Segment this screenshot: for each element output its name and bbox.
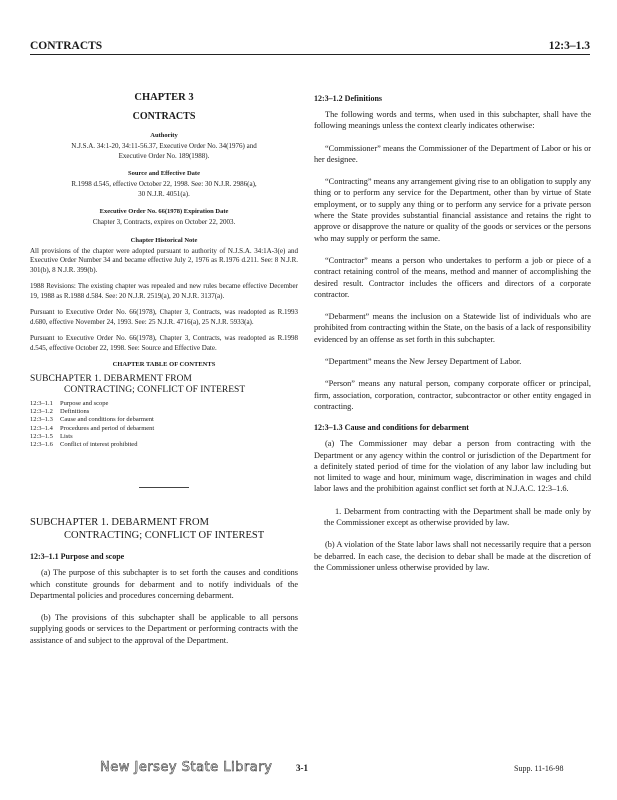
page-number: 3-1 [296,763,308,773]
toc-number: 12:3–1.1 [30,400,53,407]
history-notes [30,247,298,354]
purpose-paragraph-b: (b) The provisions of this subchapter shall be applicable to all persons supplying goods or services to the Department or performing contracts with the assistance of and subject to the approval of the Department. [30,613,298,645]
toc-entry[interactable] [30,408,298,416]
source-text: R.1998 d.545, effective October 22, 1998. See: 30 N.J.R. 2986(a), 30 N.J.R. 4051(a). [71,180,257,198]
debarment-paragraph-a: (a) The Commissioner may debar a person from contracting with the Department or any agency within the control or jurisdiction of the Department for a definitely stated period of time for the violation of any labor law including but not limited to wage and hour, minimum wage, discrimination in wages and child labor laws and the prohibition against conflict set forth at N.J.A.C. 12:3–1.6. [314,439,591,494]
toc-entry[interactable] [30,400,298,408]
right-column [314,74,591,584]
history-paragraph: Pursuant to Executive Order No. 66(1978), Chapter 3, Contracts, was readopted as R.1993 d.680, effective November 24, 1993. See: 25 N.J.R. 4716(a), 25 N.J.R. 5933(a). [30,308,298,326]
section-divider [139,487,189,488]
toc-title: Lists [60,432,73,440]
toc-entry[interactable] [30,425,298,433]
history-paragraph: 1988 Revisions: The existing chapter was repealed and new rules became effective December 19, 1988 as R.1988 d.584. See: 20 N.J.R. 2519(a), 20 N.J.R. 3137(a). [30,282,298,300]
toc-number: 12:3–1.4 [30,424,53,432]
supplement-date: Supp. 11-16-98 [514,764,564,773]
toc-number: 12:3–1.6 [30,441,53,449]
running-header-left: CONTRACTS [30,40,103,52]
definition-person: “Person” means any natural person, company corporate officer or principal, firm, association, corporation, contractor, subcontractor or other entity engaged in contracting. [314,379,591,411]
debarment-paragraph-a1: 1. Debarment from contracting with the Department shall be made only by the Commissioner except as otherwise provided by law. [324,506,591,528]
toc-entry[interactable] [30,416,298,424]
authority-text: N.J.S.A. 34:1-20, 34:11-56.37, Executive Order No. 34(1976) and Executive Order No. 189(1988). [71,142,257,160]
toc-number: 12:3–1.3 [30,416,53,424]
header-rule [30,54,590,55]
expiration-text: Chapter 3, Contracts, expires on October 22, 2003. [92,218,236,226]
toc-title: Conflict of interest prohibited [60,441,138,449]
section-heading-purpose: 12:3–1.1 Purpose and scope [30,552,125,562]
toc-title: Procedures and period of debarment [60,424,155,432]
toc-subchapter-line1: SUBCHAPTER 1. DEBARMENT FROM [30,374,192,384]
toc-entry[interactable] [30,433,298,441]
toc-label: CHAPTER TABLE OF CONTENTS [112,361,216,368]
subchapter-heading [30,516,298,542]
toc-list [30,400,298,449]
toc-subchapter-heading [30,374,298,396]
debarment-paragraph-b: (b) A violation of the State labor laws shall not necessarily require that a person be debarred. In each case, the decision to debar shall be made at the discretion of the Commissioner unless otherwise provided by law. [314,540,591,572]
toc-number: 12:3–1.5 [30,432,53,440]
expiration-label: Executive Order No. 66(1978) Expiration Date [99,208,229,215]
section-heading-debarment: 12:3–1.3 Cause and conditions for debarment [314,423,469,433]
definition-commissioner: “Commissioner” means the Commissioner of the Department of Labor or his or her designee. [314,143,591,164]
history-paragraph: Pursuant to Executive Order No. 66(1978), Chapter 3, Contracts, was readopted as R.1998 d.545, effective October 22, 1998. See: Source and Effective Date. [30,334,298,352]
definition-contracting: “Contracting” means any arrangement giving rise to an obligation to supply any thing or to perform any service for the Department, other than by virtue of State employment, or to supply any thing or to perform any service for a private person where the State provides substantial financial assistance and retains the right to approve or disapprove the nature or quality of the goods or services or the persons who may supply or perform the same. [314,177,591,243]
subchapter-line1: SUBCHAPTER 1. DEBARMENT FROM [30,517,209,529]
toc-title: Definitions [60,408,90,416]
toc-subchapter-line2: CONTRACTING; CONFLICT OF INTEREST [64,385,246,395]
toc-title: Cause and conditions for debarment [60,416,154,424]
library-watermark: New Jersey State Library [100,760,273,775]
source-label: Source and Effective Date [128,170,200,177]
history-paragraph: All provisions of the chapter were adopted pursuant to authority of N.J.S.A. 34:1A-3(e) and Executive Order Number 34 and became effective July 2, 1976 as R.1976 d.211. See: 8 N.J.R. 301(b), 8 N.J.R. 399(b). [30,246,298,274]
left-column [30,74,298,657]
chapter-name: CONTRACTS [132,111,196,122]
definition-debarment: “Debarment” means the inclusion on a Statewide list of individuals who are prohibited from contracting within the State, on the basis of a lack of responsibility evidenced by an offense as set forth in this subchapter. [314,312,591,344]
toc-entry[interactable] [30,441,298,449]
toc-title: Purpose and scope [60,400,109,407]
toc-number: 12:3–1.2 [30,408,53,416]
history-label: Chapter Historical Note [130,236,198,244]
section-heading-definitions: 12:3–1.2 Definitions [314,94,382,103]
definitions-intro: The following words and terms, when used in this subchapter, shall have the following meanings unless the context clearly indicates otherwise: [314,110,591,131]
running-header-right: 12:3–1.3 [548,40,590,52]
chapter-number: CHAPTER 3 [134,92,194,103]
definition-contractor: “Contractor” means a person who undertakes to perform a job or piece of a contract retaining control of the means, method and manner of accomplishing the desired result. Contractor includes the officers and directors of a corporate contractor. [314,255,591,299]
purpose-paragraph-a: (a) The purpose of this subchapter is to set forth the causes and conditions which constitute grounds for debarment and to notify individuals of the Departmental policies and procedures concerning debarment. [30,568,298,600]
subchapter-line2: CONTRACTING; CONFLICT OF INTEREST [64,530,265,542]
authority-label: Authority [150,132,178,139]
definition-department: “Department” means the New Jersey Department of Labor. [325,357,522,367]
